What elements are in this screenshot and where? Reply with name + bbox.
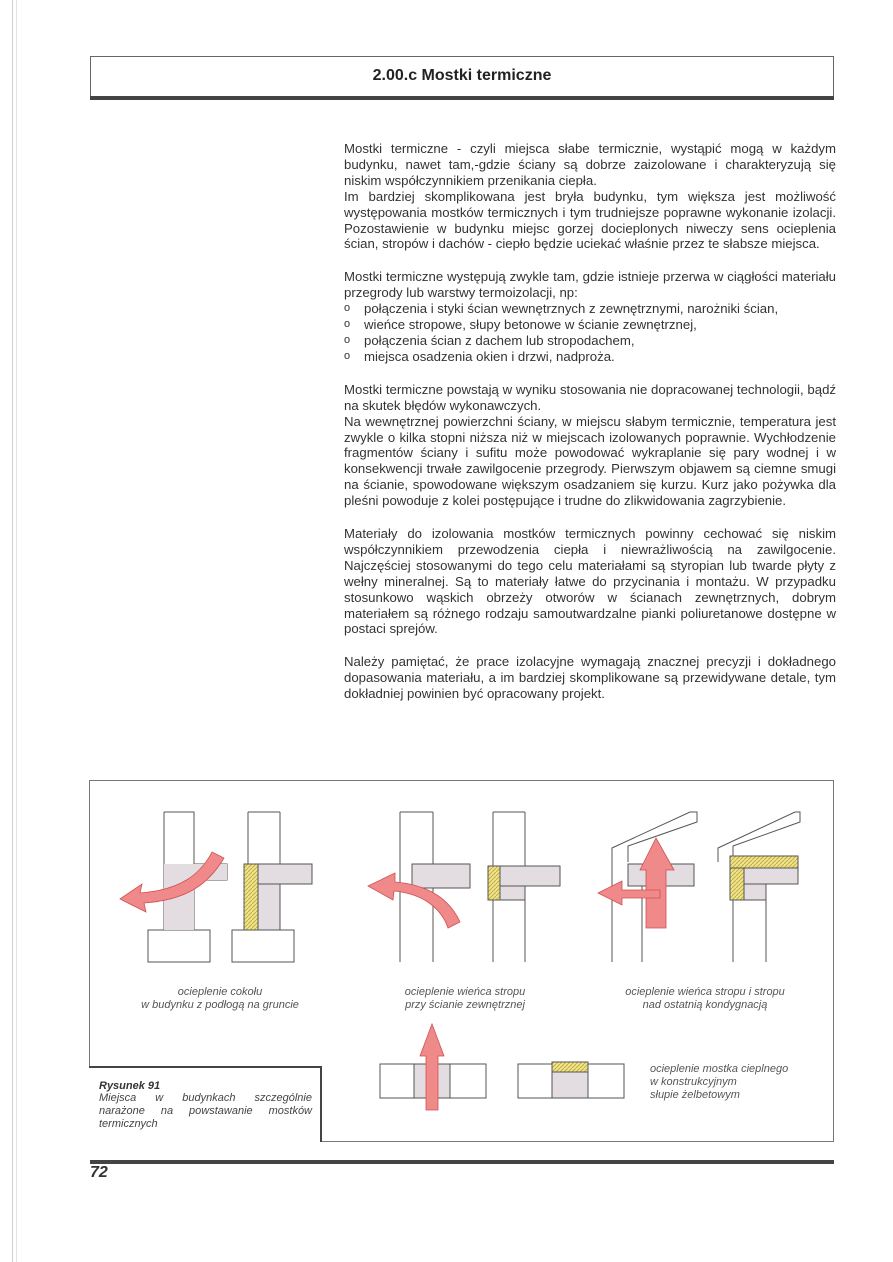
figure-caption: ocieplenie cokołu w budynku z podłogą na gruncie	[141, 986, 299, 1011]
bullet-icon: o	[344, 349, 351, 362]
plinth-detail-insulated	[232, 812, 312, 962]
figure-caption: ocieplenie wieńca stropu przy ścianie zewnętrznej	[404, 986, 526, 1011]
list-item: o połączenia i styki ścian wewnętrznych z zewnętrznymi, narożniki ścian,	[344, 301, 779, 317]
paragraph: Na wewnętrznej powierzchni ściany, w miejscu słabym termicznie, temperatura jest zwykle o kilka stopni niższa niż w miejscach izolowanych poprawnie. Wychłodzenie fragmentów ściany i sufitu może powodować wykraplanie się pary wodnej i w konsekwencji trwałe zawilgocenie przegrody. Pierwszym objawem są ciemne smugi na ścianie, spowodowane większym osadzaniem się kurzu. Kurz jako pożywka dla pleśni powoduje z kolei postępujące i trudne do zlikwidowania zagrzybienie.	[344, 413, 836, 509]
paragraph: Mostki termiczne - czyli miejsca słabe termicznie, wystąpić mogą w każdym budynku, nawet tam,-gdzie ściany są dobrze zaizolowane i charakteryzują się niskim współczynnikiem przenikania ciepła.	[344, 141, 836, 188]
paragraph: Mostki termiczne występują zwykle tam, gdzie istnieje przerwa w ciągłości materiału przegrody lub warstwy termoizolacji, np:	[344, 269, 836, 301]
figure-caption: ocieplenie mostka cieplnego w konstrukcyjnym słupie żelbetowym	[650, 1063, 789, 1101]
bullet-icon: o	[344, 318, 351, 331]
column-detail-insulated	[518, 1062, 624, 1098]
figure-label	[89, 1066, 322, 1142]
bullet-icon: o	[344, 302, 351, 315]
figure-caption: ocieplenie wieńca stropu i stropu nad ostatnią kondygnacją	[625, 986, 785, 1011]
footer-rule	[90, 1160, 834, 1164]
figure-number: Rysunek 91	[99, 1080, 161, 1092]
roof-detail-insulated	[718, 812, 800, 962]
rim-detail-insulated	[488, 812, 560, 962]
section-title: 2.00.c Mostki termiczne	[372, 67, 552, 84]
list-item: o połączenia ścian z dachem lub stropodachem,	[344, 332, 635, 348]
paragraph: Im bardziej skomplikowana jest bryła budynku, tym większa jest możliwość występowania mostków termicznych i tym trudniejsze poprawne wykonanie izolacji. Pozostawienie w budynku miejsc gorzej docieplonych niweczy sens ocieplenia ścian, stropów i dachów - ciepło będzie uciekać właśnie przez te słabsze miejsca.	[344, 188, 836, 252]
figure-description: Miejsca w budynkach szczególnie narażone na powstawanie mostków termicznych	[99, 1092, 312, 1130]
list-item: o miejsca osadzenia okien i drzwi, nadproża.	[344, 348, 615, 364]
paragraph: Materiały do izolowania mostków termicznych powinny cechować się niskim współczynnikiem przewodzenia ciepła i niewrażliwością na zawilgocenie. Najczęściej stosowanymi do tego celu materiałami są styropian lub twarde płyty z wełny mineralnej. Są to materiały łatwe do przycinania i montażu. W przypadku stosunkowo wąskich obrzeży otworów w ścianach zewnętrznych, dobrym materiałem są różnego rodzaju samoutwardzalne pianki poliuretanowe dostępne w postaci sprejów.	[344, 526, 836, 637]
page-number: 72	[90, 1164, 108, 1181]
bullet-icon: o	[344, 333, 351, 346]
paragraph: Należy pamiętać, że prace izolacyjne wymagają znacznej precyzji i dokładnego dopasowania materiału, a im bardziej skomplikowane są przewidywane detale, tym dokładniej powinien być opracowany projekt.	[344, 654, 836, 702]
list-item: o wieńce stropowe, słupy betonowe w ścianie zewnętrznej,	[344, 317, 697, 333]
paragraph: Mostki termiczne powstają w wyniku stosowania nie dopracowanej technologii, bądź na skutek błędów wykonawczych.	[344, 381, 836, 413]
